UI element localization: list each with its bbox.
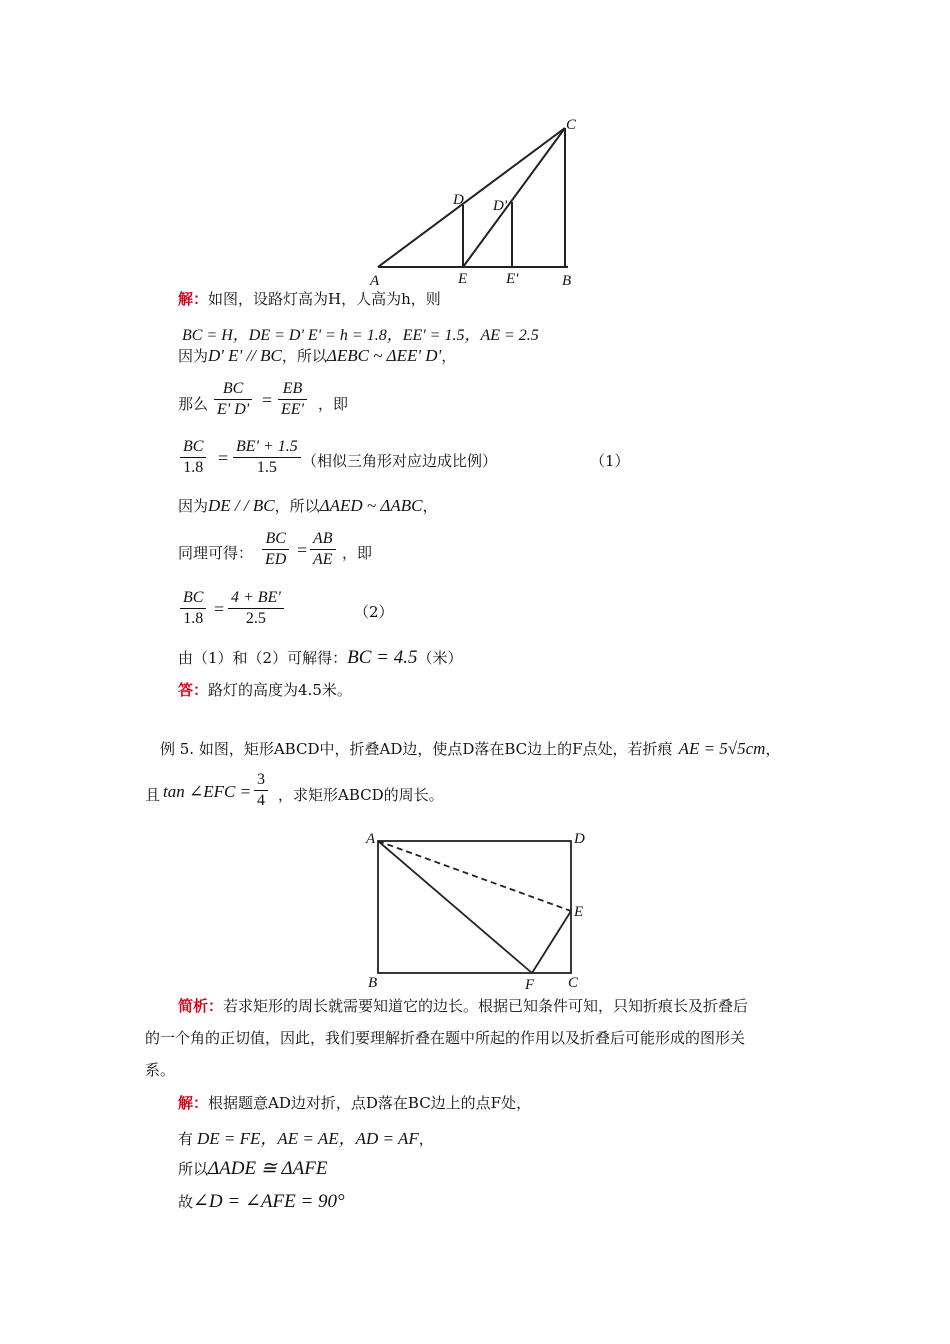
fraction-bc-over-edp: $\frac{BC}{E' D'}$ — [214, 379, 252, 420]
analysis-line2: 的一个角的正切值，因此，我们要理解折叠在题中所起的作用以及折叠后可能形成的图形关 — [145, 1029, 746, 1047]
answer-line — [178, 679, 352, 700]
fraction-eb-over-eep: $\frac{EB}{EE'}$ — [278, 379, 307, 420]
eq1-equals: = — [218, 448, 229, 468]
then-pre: 那么 — [178, 395, 209, 413]
fraction-3-over-4: $\frac{3}{4}$ — [254, 770, 268, 811]
answer-text: 路灯的高度为4.5米。 — [208, 681, 352, 699]
label-E-prime: E' — [506, 271, 519, 287]
example5-line2-pre: 且 — [145, 786, 161, 804]
answer-label: 答： — [178, 681, 209, 699]
fraction-ab-over-ae: $\frac{AB}{AE}$ — [310, 529, 336, 570]
solution2-line3: 所以ΔADE ≅ ΔAFE — [178, 1158, 328, 1179]
label-D: D — [574, 831, 585, 847]
eq2-tag: （2） — [354, 603, 394, 621]
solution-intro: 如图，设路灯高为H，人高为h，则 — [208, 290, 441, 308]
label-E: E — [458, 271, 468, 287]
same-pre: 同理可得： — [178, 544, 254, 562]
same-equals: = — [297, 540, 308, 560]
analysis-line1: 简析：若求矩形的周长就需要知道它的边长。根据已知条件可知，只知折痕长及折叠后 — [178, 997, 749, 1015]
solution2-intro-line: 解：根据题意AD边对折，点D落在BC边上的点F处， — [178, 1094, 532, 1112]
same-post: ，即 — [342, 544, 373, 562]
solution2-line2: 有 DE = FE，AE = AE，AD = AF， — [178, 1129, 434, 1148]
fraction-bc-over-ed: $\frac{BC}{ED}$ — [262, 529, 289, 570]
then-post: ，即 — [318, 395, 349, 413]
eq1-right-fraction: $\frac{BE' + 1.5}{1.5}$ — [233, 437, 301, 478]
figure-rectangle-fold — [360, 826, 600, 991]
givens-line: BC = H，DE = D' E' = h = 1.8，EE' = 1.5，AE = 2.5 — [182, 327, 539, 344]
eq1-left-fraction: $\frac{BC}{1.8}$ — [180, 437, 206, 478]
solution2-label: 解： — [178, 1094, 209, 1112]
figure-lamp-diagram — [360, 112, 620, 287]
label-D-prime: D' — [493, 198, 508, 214]
equals-sign: = — [262, 390, 273, 410]
because1-line: 因为D' E' // BC，所以ΔEBC ~ ΔEE' D'， — [178, 346, 457, 365]
label-D: D — [453, 192, 464, 208]
label-E: E — [574, 904, 584, 920]
example5-line1: 例 5. 如图，矩形ABCD中，折叠AD边，使点D落在BC边上的F点处，若折痕 AE = 5√5cm， — [160, 739, 781, 758]
solution1-intro-line — [178, 288, 441, 309]
analysis-line3: 系。 — [145, 1061, 176, 1079]
label-B: B — [368, 975, 378, 991]
example5-line2-post: ，求矩形ABCD的周长。 — [278, 786, 444, 804]
analysis-label: 简析： — [178, 997, 224, 1015]
eq2-equals: = — [214, 599, 225, 619]
result-line: 由（1）和（2）可解得：BC = 4.5（米） — [178, 647, 463, 668]
label-A: A — [366, 831, 376, 847]
eq2-left-fraction: $\frac{BC}{1.8}$ — [180, 588, 206, 629]
example5-tan: tan ∠EFC = — [163, 782, 252, 801]
eq2-right-fraction: $\frac{4 + BE'}{2.5}$ — [228, 588, 284, 629]
because2-line: 因为DE / / BC，所以ΔAED ~ ΔABC， — [178, 496, 438, 515]
eq1-tag: （1） — [590, 452, 630, 470]
label-C: C — [568, 975, 579, 991]
solution-label: 解： — [178, 290, 209, 308]
label-C: C — [566, 117, 577, 133]
label-F: F — [525, 977, 535, 991]
label-A: A — [370, 273, 380, 287]
label-B: B — [562, 273, 572, 287]
solution2-line4: 故∠D = ∠AFE = 90° — [178, 1191, 345, 1212]
eq1-note: （相似三角形对应边成比例） — [302, 452, 498, 470]
